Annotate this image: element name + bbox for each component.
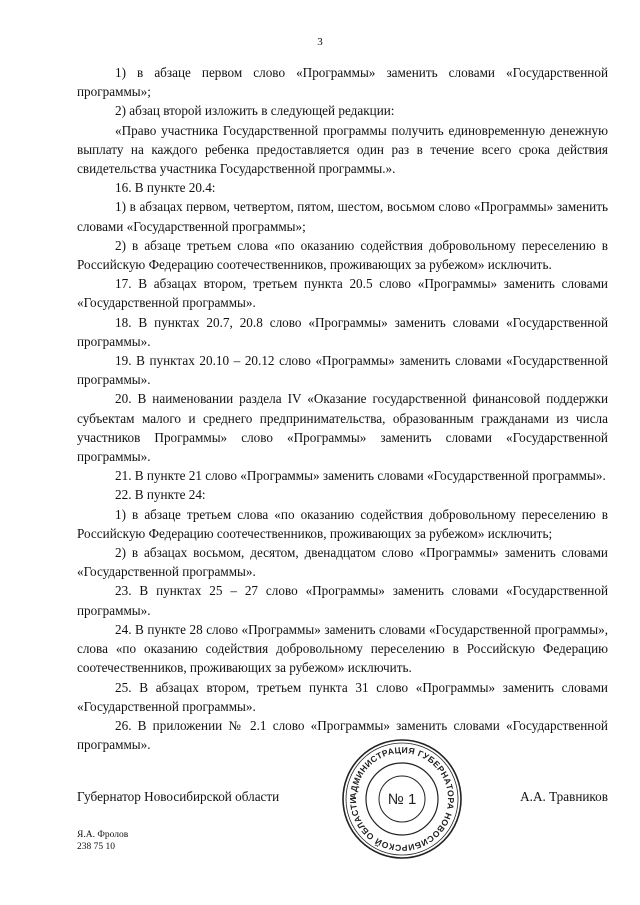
paragraph: 23. В пунктах 25 – 27 слово «Программы» заменить словами «Государственной программы».: [77, 583, 608, 618]
document-body: [77, 63, 608, 754]
paragraph: 2) абзац второй изложить в следующей редакции:: [115, 103, 395, 119]
signatory-name: А.А. Травников: [520, 789, 608, 804]
paragraph: 21. В пункте 21 слово «Программы» заменить словами «Государственной программы».: [115, 468, 606, 484]
seal-icon: [340, 737, 464, 861]
paragraph: «Право участника Государственной программы получить единовременную денежную выплату на каждого ребенка предоставляется один раз в течение всего срока действия свидетельства участника Государственной программы.».: [77, 122, 608, 177]
signatory-title: Губернатор Новосибирской области: [77, 789, 280, 804]
paragraph: 20. В наименовании раздела IV «Оказание государственной финансовой поддержки субъектам малого и среднего предпринимательства, образованным гражданами из числа участников Программы» слово «Программы» заменить словами «Государственной программы».: [77, 391, 608, 465]
paragraph: 1) в абзаце первом слово «Программы» заменить словами «Государственной программы»;: [77, 65, 608, 100]
paragraph: 18. В пунктах 20.7, 20.8 слово «Программы» заменить словами «Государственной программы».: [77, 314, 608, 349]
official-seal: [340, 737, 464, 861]
paragraph: 1) в абзаце третьем слова «по оказанию содействия добровольному переселению в Российскую Федерацию соотечественников, проживающих за рубежом» исключить;: [77, 506, 608, 541]
seal-ring-text: АДМИНИСТРАЦИЯ ГУБЕРНАТОРА НОВОСИБИРСКОЙ ОБЛАСТИ: [347, 744, 457, 854]
page-number: 3: [317, 36, 323, 48]
paragraph: 16. В пункте 20.4:: [115, 180, 216, 196]
paragraph: 22. В пункте 24:: [115, 487, 206, 503]
executor-name: Я.А. Фролов: [77, 830, 129, 840]
paragraph: 2) в абзаце третьем слова «по оказанию содействия добровольному переселению в Российскую Федерацию соотечественников, проживающих за рубежом» исключить.: [77, 237, 608, 273]
paragraph: 17. В абзацах втором, третьем пункта 20.5 слово «Программы» заменить словами «Государственной программы».: [77, 276, 608, 311]
seal-number: № 1: [387, 791, 417, 808]
paragraph: 2) в абзацах восьмом, десятом, двенадцатом слово «Программы» заменить словами «Государственной программы».: [77, 545, 608, 580]
executor-phone: 238 75 10: [77, 842, 115, 852]
paragraph: 26. В приложении № 2.1 слово «Программы» заменить словами «Государственной программы».: [77, 717, 608, 753]
paragraph: 19. В пунктах 20.10 – 20.12 слово «Программы» заменить словами «Государственной программы».: [77, 353, 608, 388]
paragraph: 1) в абзацах первом, четвертом, пятом, шестом, восьмом слово «Программы» заменить словами «Государственной программы»;: [77, 199, 608, 234]
paragraph: 24. В пункте 28 слово «Программы» заменить словами «Государственной программы», слова «по оказанию содействия добровольному переселению в Российскую Федерацию соотечественников, проживающих за рубежом» исключить.: [77, 621, 608, 676]
paragraph: 25. В абзацах втором, третьем пункта 31 слово «Программы» заменить словами «Государственной программы».: [77, 679, 608, 714]
executor-info: [77, 829, 128, 853]
